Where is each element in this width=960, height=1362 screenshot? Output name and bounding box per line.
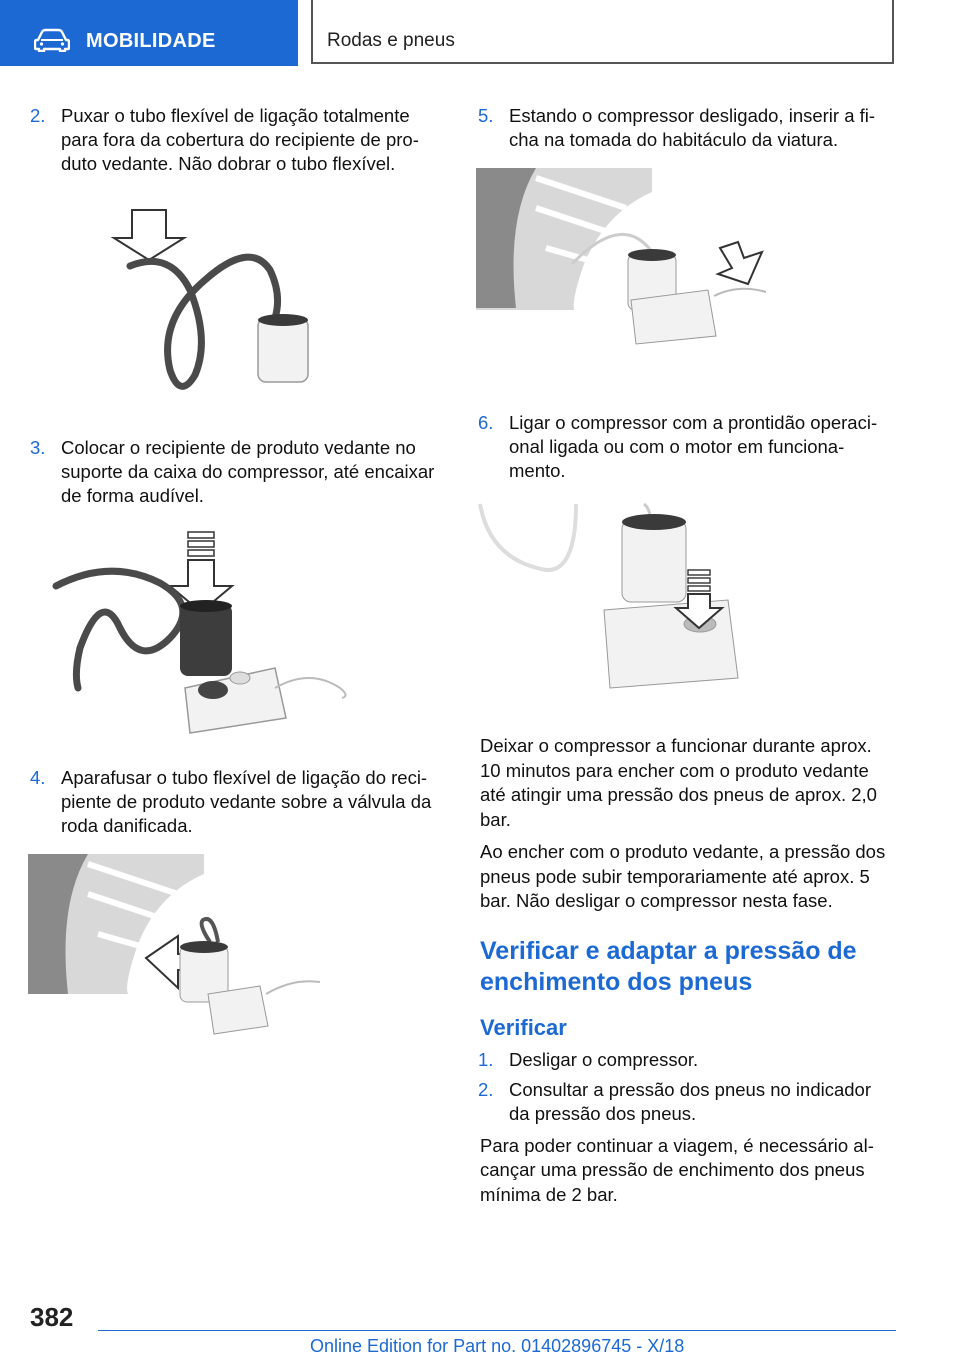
check-step-2: [478, 1078, 888, 1126]
step-text: Estando o compressor desligado, inserir a fi-cha na tomada do habitáculo da viatura.: [509, 105, 876, 150]
container-insert-illustration: [50, 528, 370, 738]
footer-divider: [98, 1330, 896, 1331]
step-text: Consultar a pressão dos pneus no indicador da pressão dos pneus.: [509, 1078, 872, 1124]
page-header: [0, 0, 960, 66]
step-text: Desligar o compressor.: [509, 1048, 699, 1070]
step-3: [30, 436, 440, 508]
subsection-heading: Verificar: [480, 1014, 567, 1040]
paragraph-pressure-note: Ao encher com o produto vedante, a pressão dos pneus pode subir temporariamente até aprox. 5 bar. Não desligar o compressor nesta fase.: [480, 841, 886, 911]
step-4: [30, 766, 440, 838]
step-number: 2.: [478, 1078, 494, 1100]
subsection-label: Rodas e pneus: [327, 30, 455, 51]
page-number: 382: [30, 1302, 74, 1332]
step-number: 5.: [478, 105, 494, 126]
paragraph-fill-duration: Deixar o compressor a funcionar durante aprox. 10 minutos para encher com o produto vedante até atingir uma pressão dos pneus de aprox. 2,0 bar.: [480, 735, 877, 830]
paragraph-min-pressure: Para poder continuar a viagem, é necessário al-cançar uma pressão de enchimento dos pneus mínima de 2 bar.: [480, 1134, 874, 1205]
valve-connect-illustration: [28, 854, 328, 1040]
step-number: 4.: [30, 767, 46, 788]
step-2: [30, 104, 440, 176]
car-icon: [34, 28, 70, 52]
step-6: [478, 411, 888, 483]
section-label: MOBILIDADE: [86, 30, 216, 52]
compressor-start-illustration: [476, 500, 776, 700]
step-5: [478, 104, 888, 152]
step-number: 1.: [478, 1048, 494, 1070]
body-text: [478, 734, 888, 1215]
step-number: 3.: [30, 437, 46, 458]
footer-edition: Online Edition for Part no. 01402896745 - X/18: [310, 1336, 685, 1356]
step-text: Colocar o recipiente de produto vedante no suporte da caixa do compressor, até encaixar de forma audível.: [61, 437, 435, 506]
step-text: Ligar o compressor com a prontidão operaci-onal ligada ou com o motor em funciona-mento.: [509, 412, 878, 481]
section-heading: Verificar e adaptar a pressão de enchimento dos pneus: [480, 936, 857, 996]
hose-pull-illustration: [110, 200, 340, 400]
plug-insert-illustration: [476, 168, 776, 352]
step-text: Puxar o tubo flexível de ligação totalmente para fora da cobertura do recipiente de pro-duto vedante. Não dobrar o tubo flexível.: [61, 105, 419, 174]
step-number: 6.: [478, 412, 494, 433]
step-number: 2.: [30, 105, 46, 126]
check-step-1: [478, 1048, 888, 1072]
subsection-tab: [311, 0, 894, 64]
step-text: Aparafusar o tubo flexível de ligação do reci-piente de produto vedante sobre a válvula da roda danificada.: [61, 767, 432, 836]
section-tab: [0, 0, 298, 66]
